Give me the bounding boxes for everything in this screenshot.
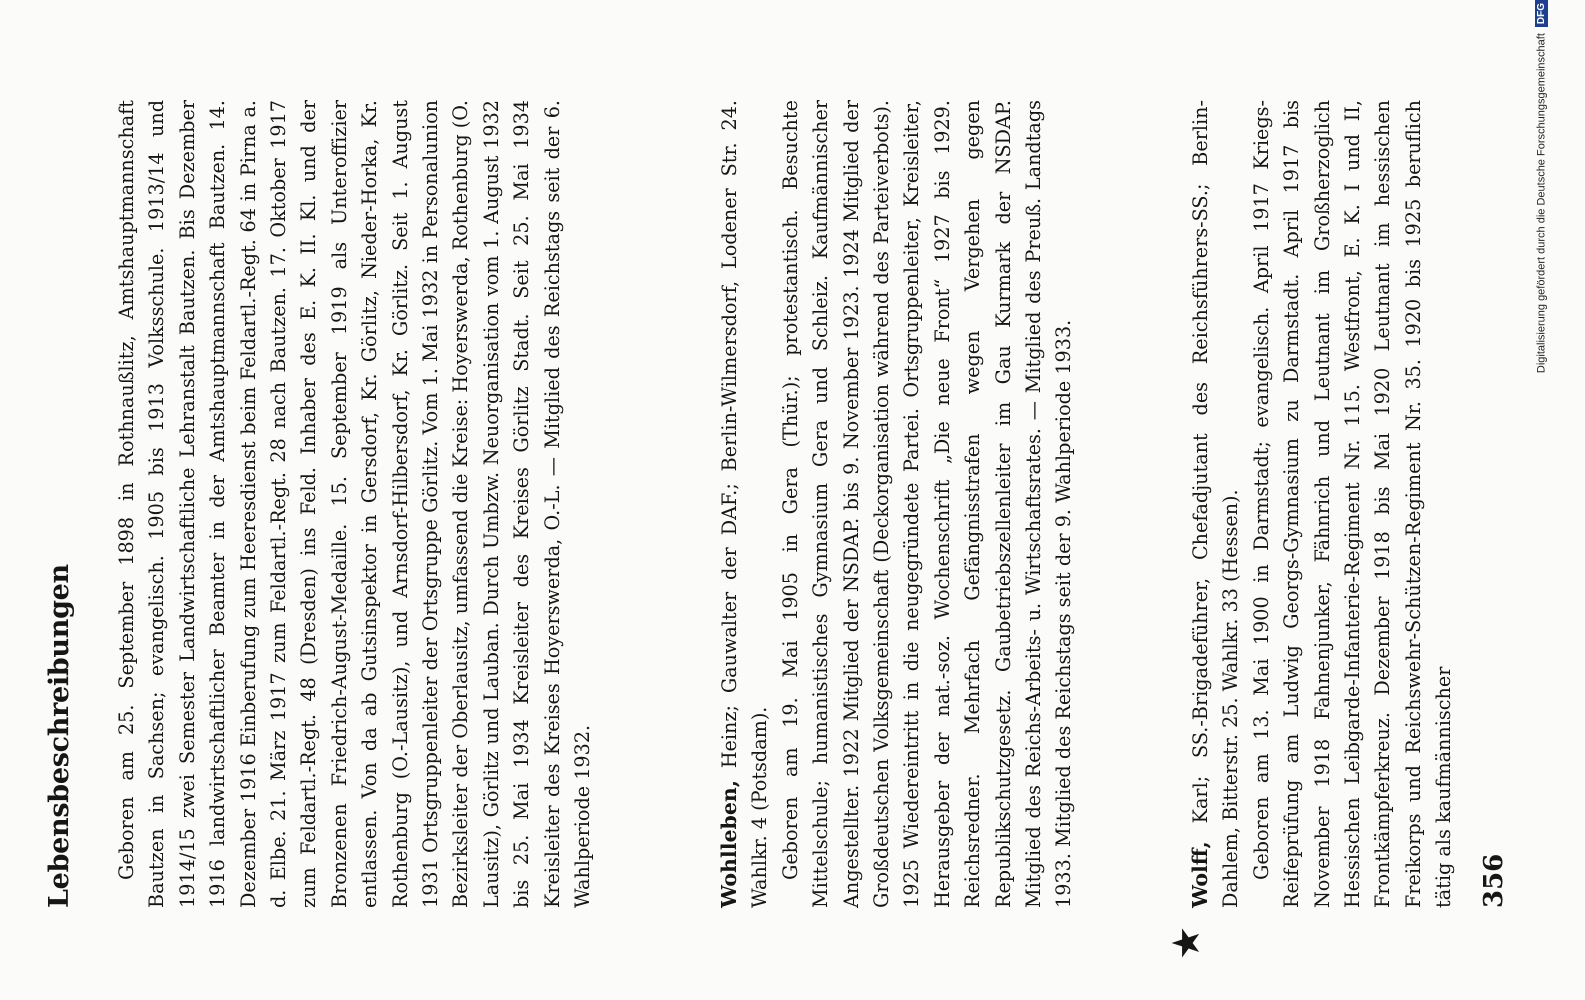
- dfg-logo: DFG: [1535, 0, 1548, 27]
- biography-entry-1: [112, 100, 599, 908]
- entry-heading: [1185, 100, 1247, 908]
- entry-details: Heinz; Gauwalter der DAF.; Berlin-Wilmersdorf, Lodener Str. 24. Wahlkr. 4 (Potsdam).: [718, 99, 772, 908]
- entry-details: Karl; SS.-Brigadeführer, Chefadjutant des Reichsführers-SS.; Berlin-Dahlem, Bitterstr. 25. Wahlkr. 33 (Hessen).: [1189, 100, 1243, 908]
- credit-text: Digitalisierung gefördert durch die Deutsche Forschungsgemeinschaft: [1535, 33, 1548, 374]
- star-icon: ★: [1164, 925, 1208, 960]
- entry-heading: [714, 100, 776, 908]
- entry-paragraph: Geboren am 13. Mai 1900 in Darmstadt; evangelisch. April 1917 Kriegs-Reifeprüfung am Ludwig Georgs-Gymnasium zu Darmstadt. April 1917 bis November 1918 Fahnenjunker, Fähnrich und Leutnant im Großherzoglich Hessischen Leibgarde-Infanterie-Regiment Nr. 115. Westfront, E. K. I und II, Frontkämpferkreuz. Dezember 1918 bis Mai 1920 Leutnant im hessischen Freikorps und Reichswehr-Schützen-Regiment Nr. 35. 1920 bis 1925 beruflich tätig als kaufmännischer: [1249, 100, 1456, 908]
- entry-name: Wohlleben,: [717, 780, 741, 908]
- entry-name: Wolff,: [1188, 841, 1212, 908]
- entry-paragraph: Geboren am 19. Mai 1905 in Gera (Thür.); protestantisch. Besuchte Mittelschule; humanistisches Gymnasium Gera und Schleiz. Kaufmännischer Angestellter. 1922 Mitglied der NSDAP. bis 9. November 1923. 1924 Mitglied der Großdeutschen Volksgemeinschaft (Deckorganisation während des Parteiverbots). 1925 Wiedereintritt in die neugegründete Partei. Ortsgruppenleiter, Kreisleiter, Herausgeber der nat.-soz. Wochenschrift „Die neue Front“ 1927 bis 1929. Reichsredner. Mehrfach Gefängnisstrafen wegen Vergehen gegen Republikschutzgesetz. Gaubetriebszellenleiter im Gau Kurmark der NSDAP. Mitglied des Reichs-Arbeits- u. Wirtschaftsrates. — Mitglied des Preuß. Landtags 1933. Mitglied des Reichstags seit der 9. Wahlperiode 1933.: [778, 100, 1076, 908]
- page-header: Lebensbeschreibungen: [44, 564, 75, 908]
- biography-entry-wolff: [1185, 100, 1460, 908]
- biography-entry-wohlleben: [714, 100, 1080, 908]
- entry-paragraph: Geboren am 25. September 1898 in Rothnaußlitz, Amtshauptmannschaft Bautzen in Sachsen; evangelisch. 1905 bis 1913 Volksschule. 1913/14 und 1914/15 zwei Semester Landwirtschaftliche Lehranstalt Bautzen. Bis Dezember 1916 landwirtschaftlicher Beamter in der Amtshauptmannschaft Bautzen. 14. Dezember 1916 Einberufung zum Heeresdienst beim Feldartl.-Regt. 64 in Pirna a. d. Elbe. 21. März 1917 zum Feldartl.-Regt. 28 nach Bautzen. 17. Oktober 1917 zum Feldartl.-Regt. 48 (Dresden) ins Feld. Inhaber des E. K. II. Kl. und der Bronzenen Friedrich-August-Medaille. 15. September 1919 als Unteroffizier entlassen. Von da ab Gutsinspektor in Gersdorf, Kr. Görlitz, Nieder-Horka, Kr. Rothenburg (O.-Lausitz), und Arnsdorf-Hilbersdorf, Kr. Görlitz. Seit 1. August 1931 Ortsgruppenleiter der Ortsgruppe Görlitz. Vom 1. Mai 1932 in Personalunion Bezirksleiter der Oberlausitz, umfassend die Kreise: Hoyerswerda, Rothenburg (O. Lausitz), Görlitz und Lauban. Durch Umbzw. Neuorganisation vom 1. August 1932 bis 25. Mai 1934 Kreisleiter des Kreises Görlitz Stadt. Seit 25. Mai 1934 Kreisleiter des Kreises Hoyerswerda, O.-L. — Mitglied des Reichstags seit der 6. Wahlperiode 1932.: [115, 100, 595, 908]
- funding-credit: [1535, 0, 1548, 1000]
- page-number: 356: [1479, 853, 1509, 908]
